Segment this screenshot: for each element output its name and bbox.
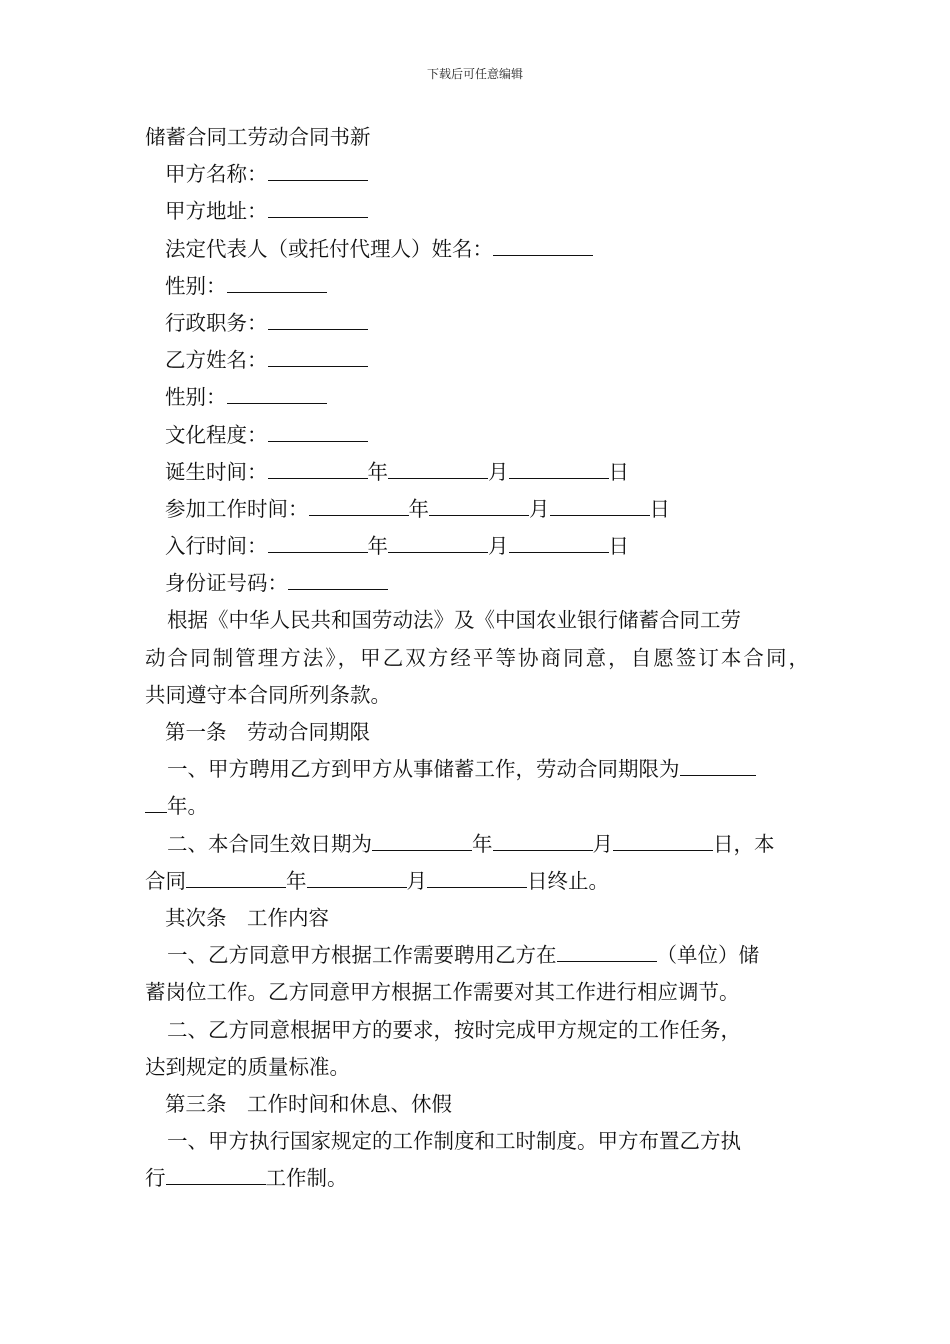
article-1-clause-2-line2-end: 日终止。 [527,868,609,893]
article-2-clause-1-mid: （单位）储 [656,943,759,968]
effective-month-blank[interactable] [493,828,593,851]
month-label: 月 [529,496,550,521]
party-a-name-blank[interactable] [268,158,368,181]
end-year-blank[interactable] [186,865,286,888]
end-month-blank[interactable] [307,865,407,888]
id-number-row [145,565,809,602]
birth-year-blank[interactable] [268,456,368,479]
end-day-blank[interactable] [427,865,527,888]
education-row [145,417,809,454]
article-2-clause-2: 二、乙方同意根据甲方的要求，按时完成甲方规定的工作任务， [167,1017,741,1042]
day-label: 日 [608,459,629,484]
party-a-address-row [145,193,809,230]
article-3-clause-1: 一、甲方执行国家规定的工作制度和工时制度。甲方布置乙方执 [167,1129,741,1154]
work-system-blank[interactable] [166,1162,266,1185]
work-start-row [145,491,809,528]
gender-2-label: 性别： [165,385,227,410]
industry-entry-label: 入行时间： [165,534,268,559]
work-start-label: 参加工作时间： [165,496,309,521]
gender-2-blank[interactable] [227,381,327,404]
day-label: 日 [608,534,629,559]
year-label: 年 [367,459,388,484]
year-label: 年 [286,868,307,893]
gender-1-row [145,268,809,305]
article-1-clause-2-line2-start: 合同 [145,868,186,893]
article-1-clause-1-text: 一、甲方聘用乙方到甲方从事储蓄工作，劳动合同期限为 [167,757,680,782]
article-1-clause-2-cont [145,863,809,900]
id-number-label: 身份证号码： [165,571,288,596]
month-label: 月 [488,534,509,559]
entry-year-blank[interactable] [268,530,368,553]
effective-day-blank[interactable] [613,828,713,851]
admin-post-row [145,305,809,342]
party-a-name-label: 甲方名称： [165,162,268,187]
article-2-clause-1-start: 一、乙方同意甲方根据工作需要聘用乙方在 [167,943,557,968]
article-1-clause-2 [145,826,809,863]
party-b-name-row [145,342,809,379]
page-header-note: 下载后可任意编辑 [426,67,523,81]
party-a-address-blank[interactable] [268,195,368,218]
article-3-clause-1-line2-end: 工作制。 [265,1166,348,1191]
article-1-clause-1-cont [145,788,809,825]
year-label: 年 [472,831,493,856]
party-a-name-row [145,156,809,193]
effective-year-blank[interactable] [372,828,472,851]
article-3-heading: 第三条 工作时间和休息、休假 [165,1091,452,1116]
gender-1-label: 性别： [165,273,227,298]
party-a-address-label: 甲方地址： [165,199,268,224]
year-label: 年 [367,534,388,559]
birth-date-row [145,454,809,491]
legal-rep-blank[interactable] [493,233,593,256]
birth-day-blank[interactable] [509,456,609,479]
article-3-clause-1-cont [145,1160,809,1197]
day-label: 日 [649,496,670,521]
admin-post-blank[interactable] [268,307,368,330]
work-start-day-blank[interactable] [550,493,650,516]
education-label: 文化程度： [165,422,268,447]
contract-document [145,119,809,1197]
month-label: 月 [592,831,613,856]
entry-day-blank[interactable] [509,530,609,553]
party-b-name-blank[interactable] [268,344,368,367]
contract-term-blank[interactable] [680,753,756,776]
article-2-heading: 其次条 工作内容 [165,905,329,930]
birth-date-label: 诞生时间： [165,459,268,484]
article-3-clause-1-line2-start: 行 [145,1166,166,1191]
article-2-clause-1 [145,937,809,974]
contract-term-blank-cont[interactable] [145,790,167,813]
article-1-clause-2-end: 日，本 [713,831,775,856]
unit-blank[interactable] [557,939,657,962]
legal-rep-row [145,231,809,268]
article-1-clause-1 [145,751,809,788]
gender-1-blank[interactable] [227,270,327,293]
entry-month-blank[interactable] [388,530,488,553]
legal-rep-label: 法定代表人（或托付代理人）姓名： [165,236,493,261]
industry-entry-row [145,528,809,565]
id-number-blank[interactable] [288,567,388,590]
birth-month-blank[interactable] [388,456,488,479]
article-1-heading: 第一条 劳动合同期限 [165,720,370,744]
work-start-year-blank[interactable] [309,493,409,516]
year-label: 年 [408,496,429,521]
gender-2-row [145,379,809,416]
work-start-month-blank[interactable] [429,493,529,516]
education-blank[interactable] [268,419,368,442]
admin-post-label: 行政职务： [165,310,268,335]
preamble-line-3: 共同遵守本合同所列条款。 [145,682,391,707]
month-label: 月 [406,868,427,893]
article-1-clause-1-end: 年。 [167,794,208,819]
article-2-clause-2-cont: 达到规定的质量标准。 [145,1054,350,1079]
party-b-name-label: 乙方姓名： [165,348,268,373]
month-label: 月 [488,459,509,484]
article-2-clause-1-cont: 蓄岗位工作。乙方同意甲方根据工作需要对其工作进行相应调节。 [145,980,740,1005]
preamble-line-2: 动合同制管理方法》，甲乙双方经平等协商同意，自愿签订本合同， [145,645,809,670]
document-title: 储蓄合同工劳动合同书新 [145,125,371,149]
preamble-line-1: 根据《中华人民共和国劳动法》及《中国农业银行储蓄合同工劳 [167,608,741,633]
article-1-clause-2-text: 二、本合同生效日期为 [167,831,372,856]
